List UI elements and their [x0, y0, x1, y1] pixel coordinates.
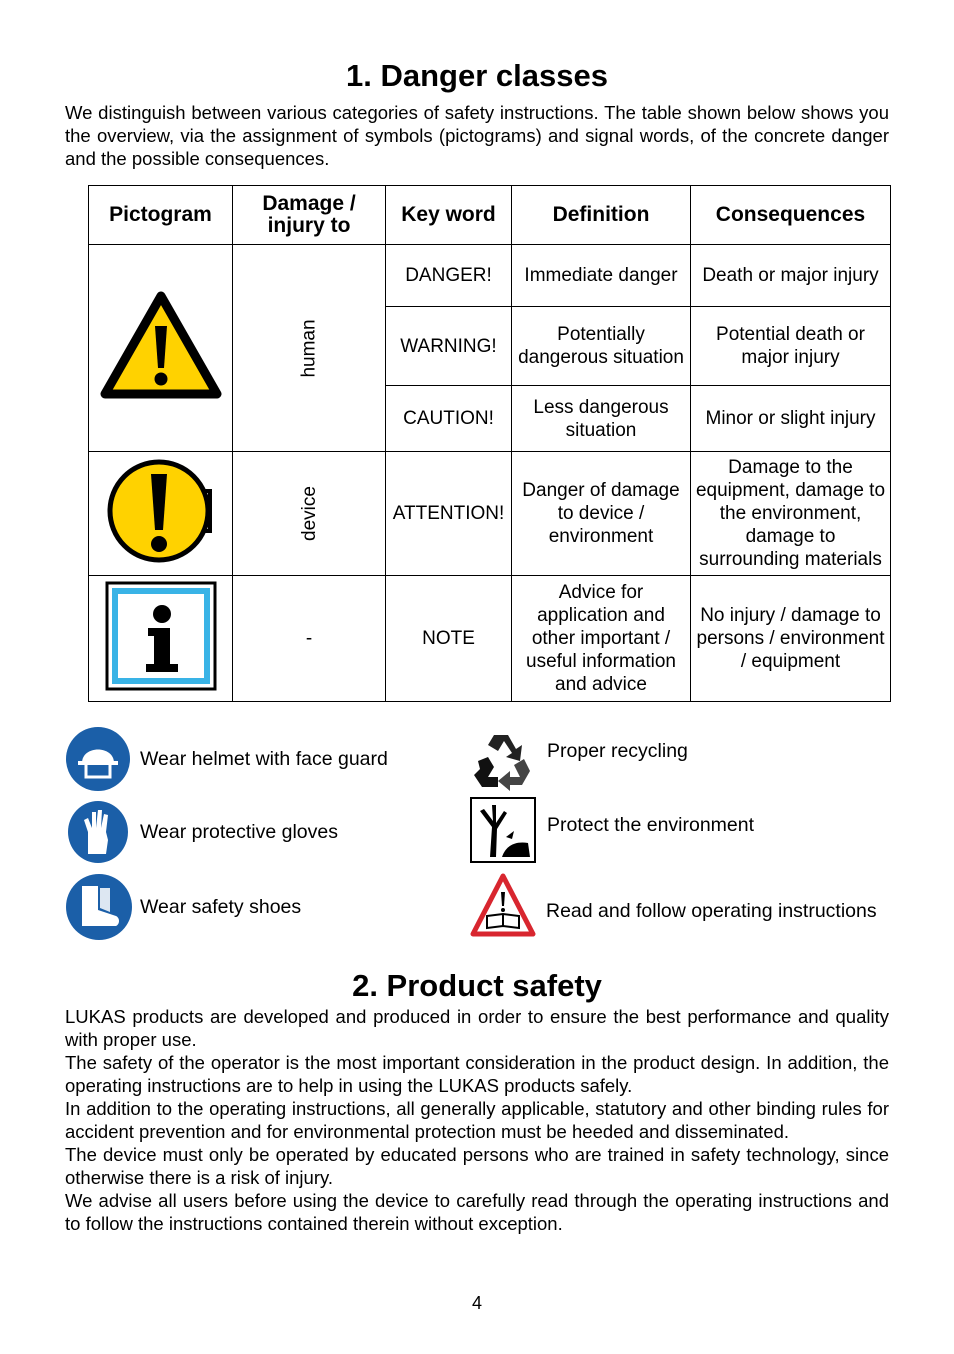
section-title-danger-classes: 1. Danger classes	[346, 58, 608, 93]
pictogram-cell	[89, 452, 233, 576]
definition-cell: Immediate danger	[512, 245, 691, 307]
environment-icon	[470, 797, 536, 863]
gloves-icon	[64, 800, 132, 864]
info-sign-icon	[104, 580, 218, 692]
symbol-label: Wear safety shoes	[140, 895, 302, 918]
symbol-label: Proper recycling	[547, 739, 688, 762]
safety-shoes-icon	[64, 872, 134, 942]
intro-text: We distinguish between various categories of safety instructions. The table shown below shows you the overview, via the assignment of symbols (pictograms) and signal words, of the concrete danger and the possible consequences.	[65, 102, 889, 169]
paragraph: In addition to the operating instructions, all generally applicable, statutory and other binding rules for accident prevention and for environmental protection must be heeded and disseminated.	[65, 1098, 889, 1142]
header-definition: Definition	[512, 186, 691, 245]
symbol-helmet	[64, 725, 388, 793]
section-title-product-safety: 2. Product safety	[352, 968, 602, 1003]
keyword-cell: DANGER!	[386, 245, 512, 307]
danger-classes-table	[88, 185, 891, 702]
consequence-cell: Damage to the equipment, damage to the environment, damage to surrounding materials	[691, 452, 891, 576]
header-pictogram: Pictogram	[89, 186, 233, 245]
keyword-cell: CAUTION!	[386, 386, 512, 452]
definition-cell: Danger of damage to device / environment	[512, 452, 691, 576]
definition-cell: Advice for application and other important / useful information and advice	[512, 576, 691, 702]
consequence-cell: Death or major injury	[691, 245, 891, 307]
header-consequences: Consequences	[691, 186, 891, 245]
helmet-icon	[64, 725, 132, 793]
paragraph: The safety of the operator is the most important consideration in the product design. In addition, the operating instructions are to help in using the LUKAS products safely.	[65, 1052, 889, 1096]
table-row	[89, 576, 891, 702]
damage-cell-none: -	[233, 576, 386, 702]
symbol-label: Wear protective gloves	[140, 820, 338, 843]
product-safety-text	[65, 1005, 889, 1235]
paragraph: The device must only be operated by educated persons who are trained in safety technology, since otherwise there is a risk of injury.	[65, 1144, 889, 1188]
pictogram-cell	[89, 576, 233, 702]
keyword-cell: ATTENTION!	[386, 452, 512, 576]
keyword-cell: WARNING!	[386, 307, 512, 386]
damage-cell-device	[233, 452, 386, 576]
symbol-instructions	[470, 872, 877, 938]
consequence-cell: No injury / damage to persons / environment / equipment	[691, 576, 891, 702]
consequence-cell: Potential death or major injury	[691, 307, 891, 386]
definition-cell: Potentially dangerous situation	[512, 307, 691, 386]
damage-label: human	[298, 318, 320, 378]
table-header-row	[89, 186, 891, 245]
symbol-label: Protect the environment	[547, 813, 755, 836]
symbol-label: Wear helmet with face guard	[140, 747, 388, 770]
paragraph: LUKAS products are developed and produced in order to ensure the best performance and quality with proper use.	[65, 1006, 889, 1050]
symbol-recycling	[470, 729, 688, 793]
paragraph: We advise all users before using the device to carefully read through the operating instructions and to follow the instructions contained therein without exception.	[65, 1190, 889, 1234]
symbol-gloves	[64, 800, 338, 864]
warning-triangle-icon	[99, 290, 223, 400]
page-number: 4	[471, 1293, 482, 1313]
damage-cell-human	[233, 245, 386, 452]
symbol-label: Read and follow operating instructions	[546, 900, 877, 922]
attention-circle-icon	[106, 457, 216, 565]
consequence-cell: Minor or slight injury	[691, 386, 891, 452]
table-row	[89, 452, 891, 576]
header-damage: Damage / injury to	[233, 186, 386, 245]
damage-label: device	[298, 486, 320, 541]
symbol-environment	[470, 797, 754, 863]
keyword-cell: NOTE	[386, 576, 512, 702]
pictogram-cell	[89, 245, 233, 452]
header-keyword: Key word	[386, 186, 512, 245]
symbol-shoes	[64, 872, 301, 942]
intro-paragraph	[65, 101, 889, 170]
definition-cell: Less dangerous situation	[512, 386, 691, 452]
table-row	[89, 245, 891, 307]
recycling-icon	[470, 729, 534, 793]
read-instructions-icon	[470, 872, 536, 938]
